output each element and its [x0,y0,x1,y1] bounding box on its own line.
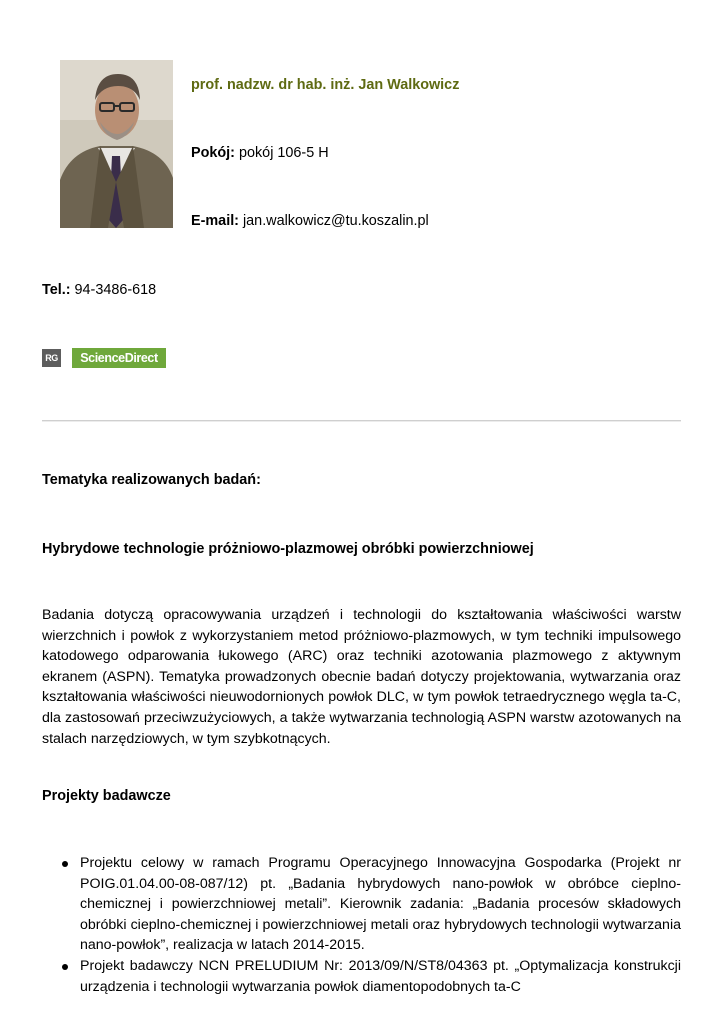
phone-label: Tel.: [42,282,71,298]
research-topics-heading: Tematyka realizowanych badań: [42,472,261,488]
profile-photo [60,60,173,228]
phone-value: 94-3486-618 [74,282,157,298]
portrait-image [60,60,173,228]
email-row [191,213,429,229]
researchgate-link[interactable]: RG [42,349,61,367]
project-text: Projekt badawczy NCN PRELUDIUM Nr: 2013/09/N/ST8/04363 pt. „Optymalizacja konstrukcji urządzenia i technologii wytwarzania powłok diamentopodobnych ta-C [80,957,681,995]
divider [42,420,681,422]
list-item [60,956,681,997]
email-label: E-mail: [191,213,239,229]
room-label: Pokój: [191,145,235,161]
bullet-icon [62,861,68,867]
research-description: Badania dotyczą opracowywania urządzeń i technologii do kształtowania właściwości warstw wierzchnich i powłok z wykorzystaniem metod próżniowo-plazmowych, w tym techniki impulsowego katodowego odparowania łukowego (ARC) oraz techniki azotowania plazmowego z aktywnym ekranem (ASPN). Tematyka prowadzonych obecnie badań dotyczy projektowania, wytwarzania oraz kształtowania właściwości nieuwodornionych powłok DLC, w tym powłok tetraedrycznego węgla ta-C, dla zastosowań przeciwzużyciowych, a także wytwarzania technologią ASPN warstw azotowanych na stalach narzędziowych, w tym szybkotnących. [42,607,681,747]
sciencedirect-link[interactable]: ScienceDirect [72,348,166,368]
projects-heading: Projekty badawcze [42,788,171,804]
room-value: pokój 106-5 H [238,145,329,161]
profile-name: prof. nadzw. dr hab. inż. Jan Walkowicz [191,77,460,93]
research-topic-title: Hybrydowe technologie próżniowo-plazmowej obróbki powierzchniowej [42,541,534,557]
email-link[interactable]: jan.walkowicz@tu.koszalin.pl [242,213,429,229]
list-item [60,853,681,956]
phone-row [42,282,156,298]
project-text: Projektu celowy w ramach Programu Operacyjnego Innowacyjna Gospodarka (Projekt nr POIG.01.04.00-08-087/12) pt. „Badania hybrydowych nano-powłok w obróbce cieplno-chemicznej i powierzchniowej metali”. Kierownik zadania: „Badania procesów składowych obróbki cieplno-chemicznej i powierzchniowej metali oraz hybrydowych technologii wytwarzania nano-powłok”, realizacja w latach 2014-2015. [80,855,681,954]
projects-list [60,853,681,997]
bullet-icon [62,964,68,970]
room-row [191,145,329,161]
